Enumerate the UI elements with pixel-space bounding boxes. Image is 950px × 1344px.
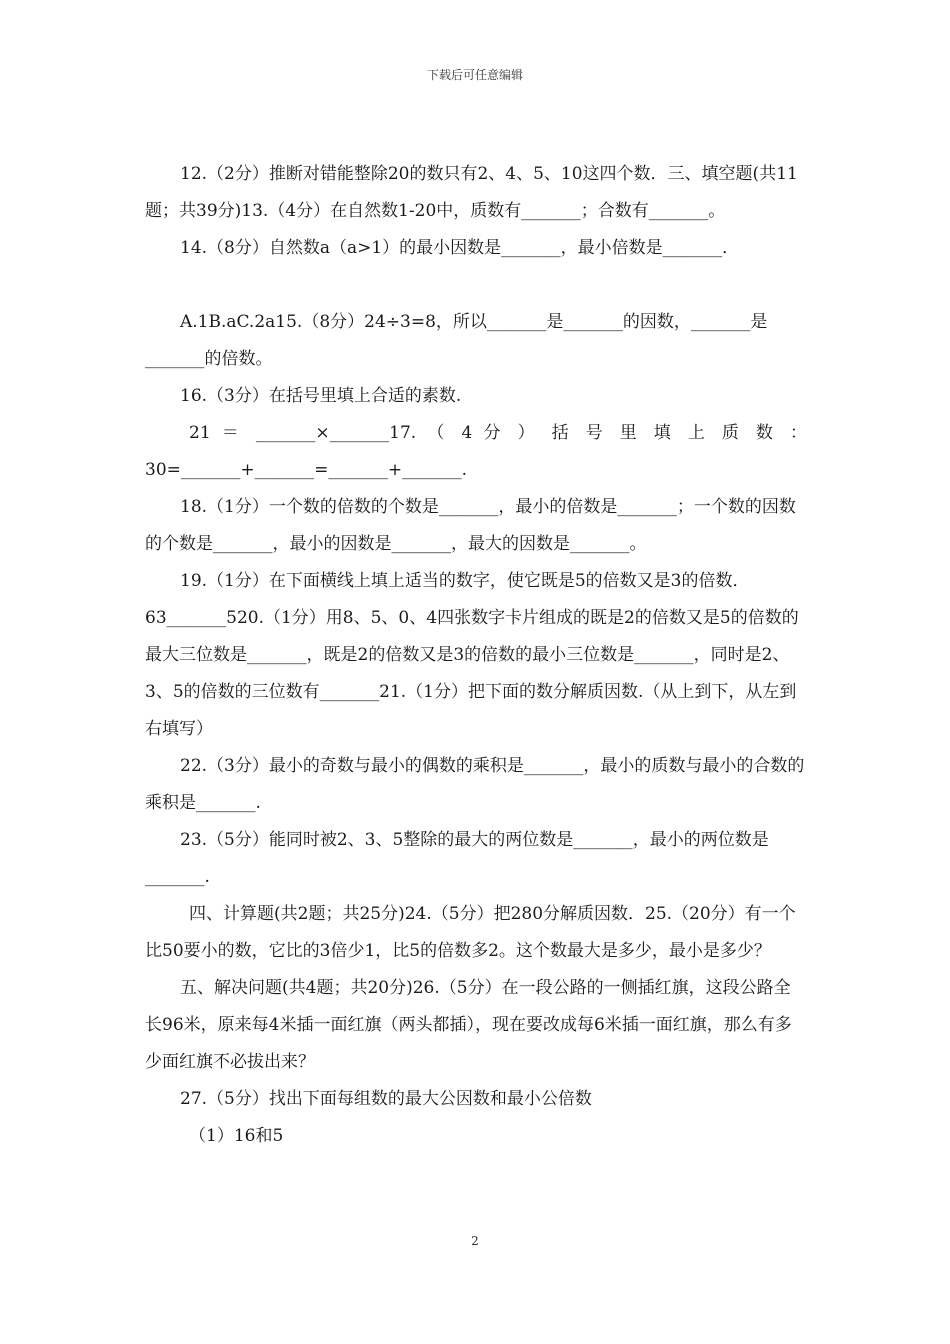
- question-27-part-1: （1）16和5: [189, 1126, 284, 1146]
- question-17-answer: 30=_______+_______=_______+_______.: [145, 460, 468, 480]
- question-14-options-15: A.1B.aC.2a15.（8分）24÷3=8，所以_______是_______的因数，_______是_______的倍数。: [145, 312, 768, 369]
- document-body: [145, 156, 807, 1155]
- question-23: 23.（5分）能同时被2、3、5整除的最大的两位数是_______，最小的两位数是_______.: [145, 830, 769, 887]
- question-16: 16.（3分）在括号里填上合适的素数.: [180, 386, 462, 406]
- section-5-question-26: 五、解决问题(共4题；共20分)26.（5分）在一段公路的一侧插红旗，这段公路全长96米，原来每4米插一面红旗（两头都插），现在要改成每6米插一面红旗，那么有多少面红旗不必拔出来？: [145, 978, 792, 1072]
- page-number: 2: [471, 1234, 479, 1248]
- section-4-questions-24-25: 四、计算题(共2题；共25分)24.（5分）把280分解质因数．25.（20分）有一个比50要小的数，它比的3倍少1，比5的倍数多2。这个数最大是多少，最小是多少？: [145, 904, 796, 961]
- page-header: 下载后可任意编辑: [426, 68, 523, 82]
- question-18: 18.（1分）一个数的倍数的个数是_______，最小的倍数是_______；一个数的因数的个数是_______，最小的因数是_______，最大的因数是_______。: [145, 497, 796, 554]
- question-16-answer-17: 21 ＝ _______×_______17. （ 4 分 ） 括 号 里 填 上 质 数 ：: [189, 423, 807, 443]
- question-19-21: 19.（1分）在下面横线上填上适当的数字，使它既是5的倍数又是3的倍数．63_______520.（1分）用8、5、0、4四张数字卡片组成的既是2的倍数又是5的倍数的最大三位数是_______，既是2的倍数又是3的倍数的最小三位数是_______，同时是2、3、5的倍数的三位数有_______21.（1分）把下面的数分解质因数.（从上到下，从左到右填写）: [145, 571, 799, 739]
- question-12-13: 12.（2分）推断对错能整除20的数只有2、4、5、10这四个数．三、填空题(共11题；共39分)13.（4分）在自然数1-20中，质数有_______；合数有_______。: [145, 164, 798, 221]
- question-22: 22.（3分）最小的奇数与最小的偶数的乘积是_______，最小的质数与最小的合数的乘积是_______.: [145, 756, 805, 813]
- question-14: 14.（8分）自然数a（a>1）的最小因数是_______，最小倍数是_______．: [180, 238, 740, 258]
- question-27: 27.（5分）找出下面每组数的最大公因数和最小公倍数: [180, 1089, 592, 1109]
